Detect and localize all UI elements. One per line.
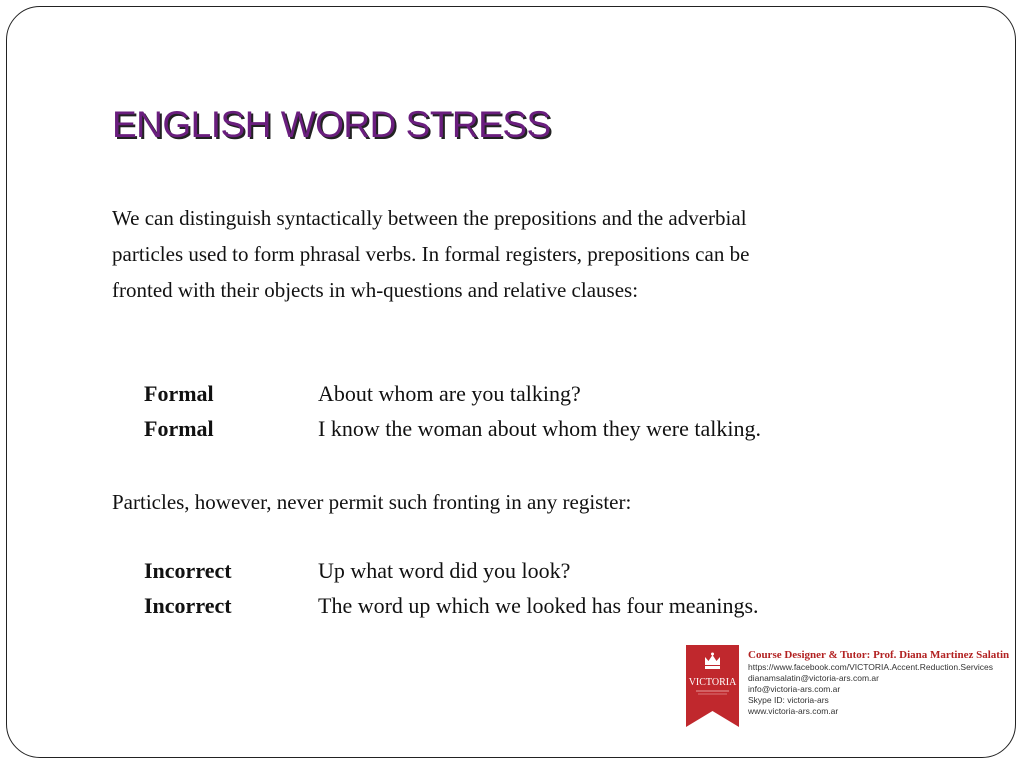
logo-text: VICTORIA (688, 677, 737, 688)
example-row (144, 378, 581, 410)
course-credit: Course Designer & Tutor: Prof. Diana Martinez Salatin (748, 649, 1010, 661)
example-sentence: About whom are you talking? (318, 381, 581, 406)
example-sentence: I know the woman about whom they were talking. (318, 416, 761, 441)
email-link[interactable]: dianamsalatin@victoria-ars.com.ar (748, 673, 879, 683)
website-link[interactable]: www.victoria-ars.com.ar (748, 706, 839, 716)
example-row (144, 555, 570, 587)
intro-paragraph: We can distinguish syntactically between the prepositions and the adverbial particles used to form phrasal verbs. In formal registers, prepositions can be fronted with their objects in wh-questions and relative clauses: (112, 206, 750, 302)
footer-contact-info (748, 648, 1009, 717)
example-row (144, 590, 759, 622)
middle-paragraph: Particles, however, never permit such fronting in any register: (112, 490, 632, 514)
facebook-link[interactable]: https://www.facebook.com/VICTORIA.Accent.Reduction.Services (748, 662, 994, 672)
example-label: Formal (144, 381, 214, 406)
victoria-logo (686, 645, 739, 727)
example-label: Formal (144, 416, 214, 441)
example-sentence: The word up which we looked has four meanings. (318, 593, 759, 618)
example-label: Incorrect (144, 593, 232, 618)
example-row (144, 413, 761, 445)
info-email-link[interactable]: info@victoria-ars.com.ar (748, 684, 841, 694)
skype-id: Skype ID: victoria-ars (748, 695, 829, 705)
slide-title: ENGLISH WORD STRESS (112, 104, 551, 145)
example-sentence: Up what word did you look? (318, 558, 571, 583)
example-label: Incorrect (144, 558, 232, 583)
